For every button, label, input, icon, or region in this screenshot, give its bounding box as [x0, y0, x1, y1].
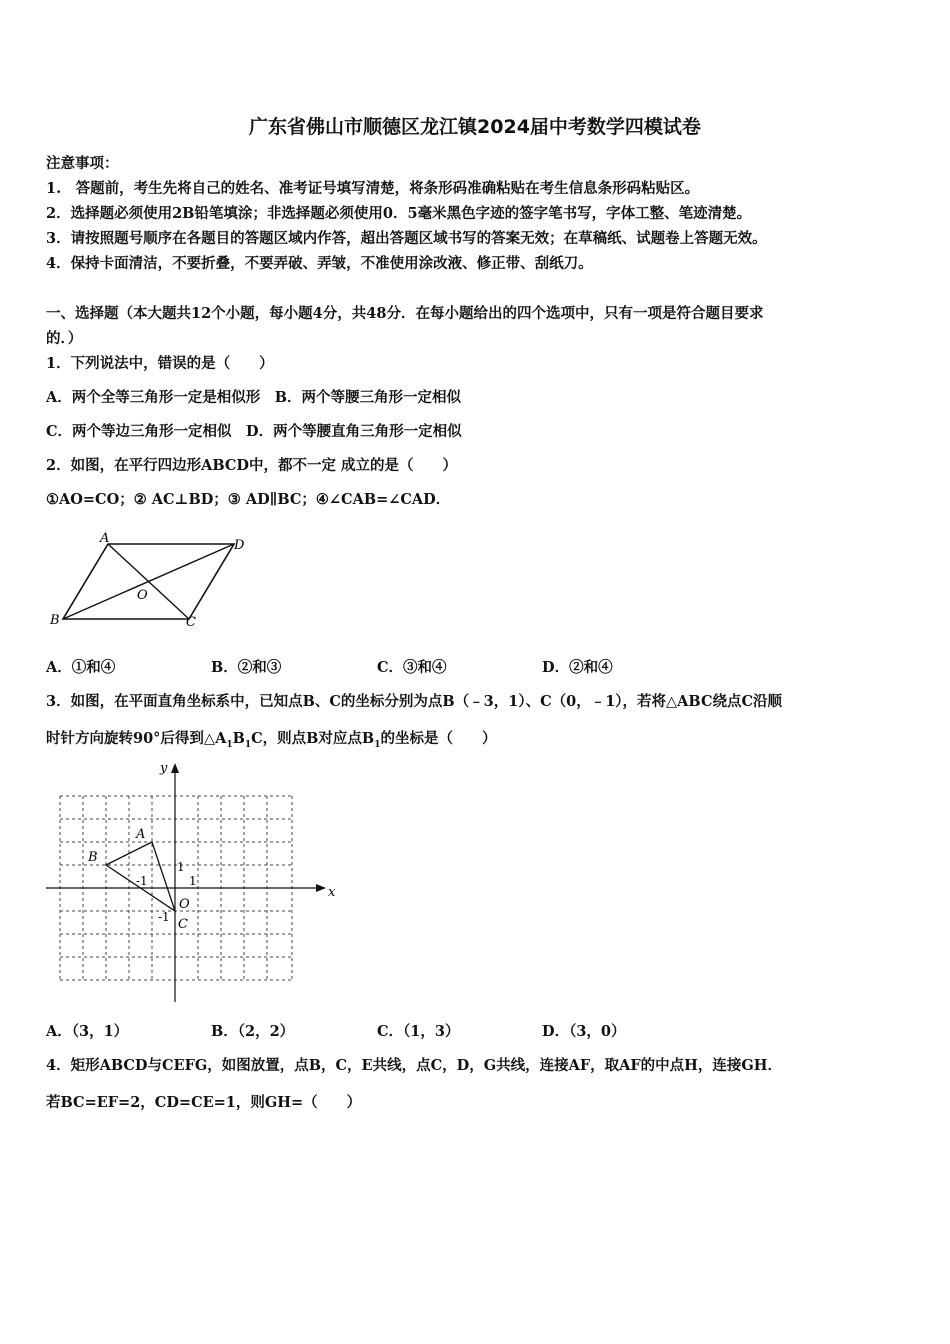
notice-item: 3．请按照题号顺序在各题目的答题区域内作答，超出答题区域书写的答案无效；在草稿纸、试题卷上答题无效。: [46, 230, 767, 247]
page-title: 广东省佛山市顺德区龙江镇2024届中考数学四模试卷: [249, 116, 701, 138]
x-axis-arrow: [316, 884, 326, 892]
q1-options-row1: A．两个全等三角形一定是相似形 B．两个等腰三角形一定相似: [46, 389, 462, 406]
label-b: B: [50, 613, 60, 628]
q3-coordinate-figure: [44, 758, 344, 1008]
tick-label-y-1: 1: [177, 860, 185, 874]
notice-heading: 注意事项：: [46, 155, 119, 172]
label-c: C: [178, 917, 188, 932]
label-b: B: [88, 850, 98, 865]
section-heading: 一、选择题（本大题共12个小题，每小题4分，共48分．在每小题给出的四个选项中，只有一项是符合题目要求: [46, 305, 764, 322]
q2-option-d: D．②和④: [542, 659, 613, 676]
diagonal-bd: [63, 544, 234, 619]
label-a: A: [136, 827, 146, 842]
q3-option-c: C．（1，3）: [377, 1023, 460, 1040]
notice-item: 4．保持卡面清洁，不要折叠，不要弄破、弄皱，不准使用涂改液、修正带、刮纸刀。: [46, 255, 593, 272]
q4-stem-line2: 若BC=EF=2，CD=CE=1，则GH=（ ）: [46, 1094, 362, 1111]
label-o: O: [137, 588, 148, 603]
section-heading-cont: 的．）: [46, 330, 83, 347]
q3-option-b: B．（2，2）: [211, 1023, 295, 1040]
q2-option-a: A．①和④: [46, 659, 116, 676]
q2-option-b: B．②和③: [211, 659, 282, 676]
q2-stem: 2．如图，在平行四边形ABCD中，都不一定 成立的是（ ）: [46, 457, 458, 474]
label-y: y: [160, 761, 168, 776]
notice-item: 1. 答题前，考生先将自己的姓名、准考证号填写清楚，将条形码准确粘贴在考生信息条形码粘贴区。: [46, 180, 700, 197]
tick-label-x-neg1: -1: [136, 874, 148, 888]
label-a: A: [100, 531, 110, 546]
q2-conditions: ①AO=CO；② AC⊥BD；③ AD∥BC；④∠CAB=∠CAD．: [46, 491, 451, 508]
label-x: x: [328, 885, 336, 900]
q1-options-row2: C．两个等边三角形一定相似 D．两个等腰直角三角形一定相似: [46, 423, 462, 440]
q3-option-a: A．（3，1）: [46, 1023, 129, 1040]
q3-stem-line1: 3．如图，在平面直角坐标系中，已知点B、C的坐标分别为点B（﹣3，1）、C（0，﹣1），若将△ABC绕点C沿顺: [46, 693, 783, 710]
tick-label-y-neg1: -1: [158, 910, 170, 924]
notice-item: 2．选择题必须使用2B铅笔填涂；非选择题必须使用0．5毫米黑色字迹的签字笔书写，字体工整、笔迹清楚。: [46, 205, 752, 222]
tick-label-x-1: 1: [189, 874, 197, 888]
q2-parallelogram-figure: [44, 528, 264, 638]
label-c: C: [186, 615, 196, 630]
q2-option-c: C．③和④: [377, 659, 447, 676]
q3-stem-line2: 时针方向旋转90°后得到$\triangle A_1B_1C$，则点B对应点$B_1$的坐标是（ ）: [46, 730, 497, 750]
y-axis-arrow: [171, 763, 179, 773]
label-d: D: [234, 538, 245, 553]
q4-stem-line1: 4．矩形ABCD与CEFG，如图放置，点B，C，E共线，点C，D，G共线，连接AF，取AF的中点H，连接GH．: [46, 1057, 782, 1074]
label-o: O: [179, 897, 190, 912]
q1-stem: 1．下列说法中，错误的是（ ）: [46, 355, 274, 372]
q3-option-d: D．（3，0）: [542, 1023, 626, 1040]
